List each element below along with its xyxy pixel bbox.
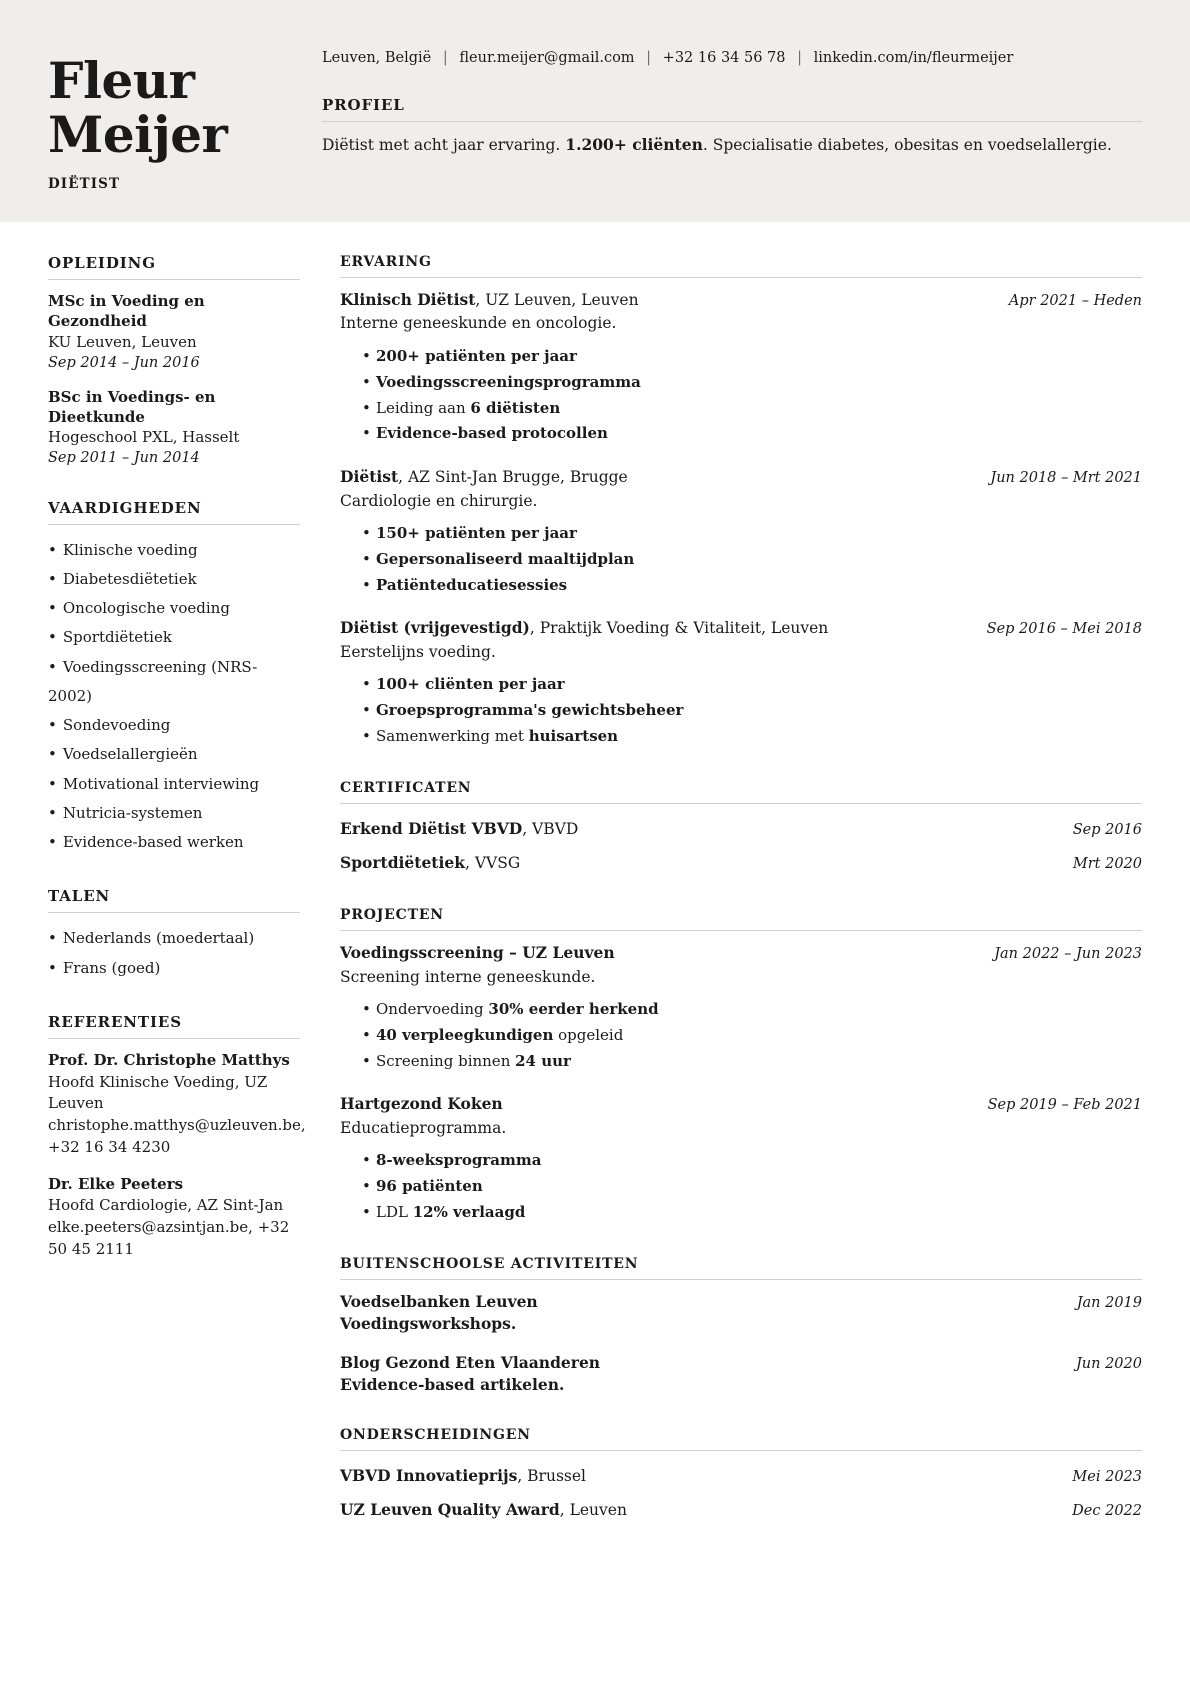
experience-bullets: [340, 521, 1142, 598]
profile-text-post: . Specialisatie diabetes, obesitas en voedselallergie.: [702, 135, 1112, 154]
list-item: [362, 1174, 1142, 1200]
experience-date: Sep 2016 – Mei 2018: [986, 621, 1142, 638]
award-header: [340, 1462, 1142, 1490]
experience-header: [340, 289, 1142, 311]
reference-item: [48, 1050, 306, 1159]
activity-title: [340, 1352, 600, 1374]
activity-title: [340, 1291, 538, 1313]
contact-line: [322, 48, 1142, 70]
contact-separator: |: [442, 50, 448, 66]
section-heading-awards: ONDERSCHEIDINGEN: [340, 1427, 1142, 1451]
activity-detail-bold: Evidence-based artikelen: [340, 1375, 559, 1395]
activity-item: [340, 1291, 1142, 1336]
certificate-header: [340, 849, 1142, 877]
certificate-title: [340, 849, 520, 877]
bullet-bold: Groepsprogramma's gewichtsbeheer: [376, 701, 684, 720]
bullet-bold: 150+ patiënten per jaar: [376, 524, 577, 543]
section-heading-projects: PROJECTEN: [340, 907, 1142, 931]
experience-bullets: [340, 344, 1142, 447]
list-item: [362, 547, 1142, 573]
experience-bullets: [340, 672, 1142, 749]
experience-date: Apr 2021 – Heden: [1008, 293, 1142, 309]
list-item: • Oncologische voeding: [48, 594, 300, 623]
project-date: Sep 2019 – Feb 2021: [987, 1097, 1142, 1114]
section-heading-skills: VAARDIGHEDEN: [48, 499, 300, 525]
list-item: [362, 1049, 1142, 1075]
certificate-header: [340, 815, 1142, 843]
profile-text-pre: Diëtist met acht jaar ervaring.: [322, 135, 566, 154]
list-item: • Frans (goed): [48, 954, 300, 983]
bullet-bold: 24 uur: [515, 1051, 571, 1070]
section-heading-activities: BUITENSCHOOLSE ACTIVITEITEN: [340, 1256, 1142, 1280]
sidebar-column: [48, 254, 322, 1291]
certificate-title: [340, 815, 578, 843]
list-item: • Voedselallergieën: [48, 740, 300, 769]
activity-detail-post: .: [510, 1314, 517, 1334]
experience-header: [340, 617, 1142, 639]
first-name: Fleur: [48, 51, 195, 110]
activity-header: [340, 1291, 1142, 1313]
bullet-bold: 30% eerder herkend: [488, 999, 659, 1018]
header-contact-profile: [322, 40, 1142, 157]
activity-item: [340, 1352, 1142, 1397]
activity-detail-post: .: [559, 1375, 565, 1395]
bullet-bold: 96 patiënten: [376, 1177, 483, 1196]
reference-position: Hoofd Cardiologie, AZ Sint-Jan: [48, 1196, 284, 1215]
reference-contact[interactable]: elke.peeters@azsintjan.be, +32 50 45 2111: [48, 1218, 290, 1258]
contact-phone[interactable]: +32 16 34 56 78: [662, 50, 786, 66]
education-item: [48, 387, 300, 469]
list-item: [362, 1148, 1142, 1174]
education-date: Sep 2011 – Jun 2014: [48, 450, 200, 467]
list-item: [362, 997, 1142, 1023]
list-item: [362, 521, 1142, 547]
experience-header: [340, 466, 1142, 488]
bullet-pre: Ondervoeding: [376, 999, 489, 1018]
certificate-issuer: , VBVD: [522, 819, 579, 838]
experience-role: Diëtist (vrijgevestigd): [340, 618, 530, 638]
list-item: • Voedingsscreening (NRS-2002): [48, 653, 300, 712]
list-item: • Diabetesdiëtetiek: [48, 565, 300, 594]
project-title: [340, 1093, 503, 1115]
project-date: Jan 2022 – Jun 2023: [994, 946, 1142, 963]
list-item: [362, 672, 1142, 698]
project-bullets: [340, 997, 1142, 1074]
list-item: [362, 370, 1142, 396]
award-date: Mei 2023: [1072, 1468, 1142, 1485]
award-org: , Brussel: [517, 1466, 586, 1485]
award-title: [340, 1496, 627, 1524]
activity-detail-bold: Voedingsworkshops: [340, 1314, 511, 1334]
contact-location: Leuven, België: [322, 50, 432, 66]
section-awards: [340, 1427, 1142, 1524]
section-heading-references: REFERENTIES: [48, 1013, 300, 1039]
project-title: [340, 942, 615, 964]
education-school: KU Leuven, Leuven: [48, 332, 197, 351]
bullet-bold: Voedingsscreeningsprogramma: [376, 372, 641, 391]
project-description: Screening interne geneeskunde.: [340, 967, 596, 986]
list-item: • Sportdiëtetiek: [48, 623, 300, 652]
experience-item: [340, 289, 1142, 447]
section-experience: [340, 254, 1142, 750]
list-item: [362, 1200, 1142, 1226]
award-item: [340, 1496, 1142, 1524]
bullet-bold: 200+ patiënten per jaar: [376, 346, 577, 365]
job-title: DIËTIST: [48, 176, 121, 192]
section-activities: [340, 1256, 1142, 1397]
contact-linkedin[interactable]: linkedin.com/in/fleurmeijer: [813, 50, 1014, 66]
section-projects: [340, 907, 1142, 1226]
list-item: • Nederlands (moedertaal): [48, 924, 300, 953]
section-languages: [48, 887, 300, 983]
activity-description: [340, 1374, 1142, 1396]
certificate-name: Erkend Diëtist VBVD: [340, 818, 523, 838]
candidate-name: [48, 51, 322, 164]
reference-name: Prof. Dr. Christophe Matthys: [48, 1050, 290, 1069]
bullet-bold: 12% verlaagd: [412, 1202, 526, 1221]
section-education: [48, 254, 300, 469]
certificate-item: [340, 815, 1142, 843]
bullet-bold: Patiënteducatiesessies: [376, 575, 568, 594]
certificate-item: [340, 849, 1142, 877]
reference-position: Hoofd Klinische Voeding, UZ Leuven: [48, 1072, 268, 1113]
award-name: UZ Leuven Quality Award: [340, 1499, 560, 1519]
bullet-bold: 40 verpleegkundigen: [376, 1025, 554, 1044]
certificate-name: Sportdiëtetiek: [340, 852, 465, 872]
resume-header: [0, 0, 1190, 222]
bullet-bold: 100+ cliënten per jaar: [376, 675, 565, 694]
header-identity: [48, 40, 322, 192]
reference-item: [48, 1174, 300, 1261]
project-name: Hartgezond Koken: [340, 1094, 503, 1114]
certificate-issuer: , VVSG: [464, 853, 521, 872]
bullet-bold: Gepersonaliseerd maaltijdplan: [376, 549, 635, 568]
section-skills: [48, 499, 300, 858]
languages-list: [48, 924, 300, 983]
bullet-pre: LDL: [376, 1202, 413, 1221]
bullet-bold: 6 diëtisten: [470, 398, 561, 417]
contact-email[interactable]: fleur.meijer@gmail.com: [459, 50, 635, 66]
list-item: • Nutricia-systemen: [48, 799, 300, 828]
award-item: [340, 1462, 1142, 1490]
certificate-date: Sep 2016: [1072, 821, 1142, 838]
activity-name: Voedselbanken Leuven: [340, 1291, 538, 1311]
project-header: [340, 942, 1142, 964]
experience-item: [340, 617, 1142, 749]
main-column: [322, 254, 1142, 1554]
experience-description: Cardiologie en chirurgie.: [340, 491, 538, 510]
award-title: [340, 1462, 586, 1490]
award-name: VBVD Innovatieprijs: [340, 1465, 518, 1485]
bullet-pre: Samenwerking met: [376, 726, 529, 745]
award-org: , Leuven: [559, 1500, 627, 1519]
section-heading-profile: PROFIEL: [322, 96, 1142, 122]
profile-text-highlight: 1.200+ cliënten: [565, 134, 703, 154]
list-item: [362, 698, 1142, 724]
education-degree: MSc in Voeding en Gezondheid: [48, 292, 205, 331]
project-header: [340, 1093, 1142, 1115]
bullet-bold: 8-weeksprogramma: [376, 1151, 542, 1170]
section-references: [48, 1012, 306, 1261]
section-heading-languages: TALEN: [48, 887, 300, 913]
bullet-bold: huisartsen: [528, 726, 619, 745]
list-item: [362, 396, 1142, 422]
certificate-date: Mrt 2020: [1072, 855, 1142, 872]
bullet-pre: Screening binnen: [376, 1051, 516, 1070]
bullet-bold: Evidence-based protocollen: [376, 424, 608, 443]
project-item: [340, 942, 1142, 1074]
contact-separator: |: [646, 50, 652, 66]
experience-role: Klinisch Diëtist: [340, 290, 476, 309]
list-item: [362, 1023, 1142, 1049]
project-description: Educatieprogramma.: [340, 1118, 507, 1137]
list-item: • Sondevoeding: [48, 711, 300, 740]
award-date: Dec 2022: [1072, 1502, 1142, 1519]
section-heading-certificates: CERTIFICATEN: [340, 780, 1142, 804]
education-degree: BSc in Voedings- en Dieetkunde: [48, 387, 216, 427]
section-heading-education: OPLEIDING: [48, 254, 300, 280]
education-item: [48, 291, 300, 373]
last-name: Meijer: [48, 105, 228, 164]
reference-name: Dr. Elke Peeters: [48, 1174, 184, 1193]
list-item: • Motivational interviewing: [48, 770, 300, 799]
education-date: Sep 2014 – Jun 2016: [48, 354, 200, 371]
reference-contact[interactable]: christophe.matthys@uzleuven.be, +32 16 34 4230: [48, 1116, 306, 1156]
resume-body: [0, 222, 1190, 1554]
experience-title: [340, 466, 628, 488]
list-item: • Evidence-based werken: [48, 828, 300, 857]
experience-org: , AZ Sint-Jan Brugge, Brugge: [398, 468, 628, 487]
list-item: • Klinische voeding: [48, 536, 300, 565]
experience-role: Diëtist: [340, 467, 399, 487]
activity-date: Jan 2019: [1076, 1294, 1142, 1311]
contact-separator: |: [797, 50, 803, 66]
section-heading-experience: ERVARING: [340, 254, 1142, 278]
activity-date: Jun 2020: [1075, 1355, 1142, 1372]
experience-org: , UZ Leuven, Leuven: [475, 291, 639, 309]
award-header: [340, 1496, 1142, 1524]
experience-description: Eerstelijns voeding.: [340, 642, 496, 661]
list-item: [362, 421, 1142, 447]
list-item: [362, 573, 1142, 599]
project-bullets: [340, 1148, 1142, 1225]
activity-header: [340, 1352, 1142, 1374]
experience-title: [340, 617, 828, 639]
section-certificates: [340, 780, 1142, 877]
project-item: [340, 1093, 1142, 1225]
experience-description: Interne geneeskunde en oncologie.: [340, 314, 617, 333]
list-item: [362, 724, 1142, 750]
skills-list: [48, 536, 300, 858]
activity-name: Blog Gezond Eten Vlaanderen: [340, 1352, 601, 1372]
list-item: [362, 344, 1142, 370]
profile-summary: [322, 133, 1142, 157]
activity-description: [340, 1313, 1142, 1335]
bullet-post: opgeleid: [553, 1025, 624, 1044]
bullet-pre: Leiding aan: [376, 398, 471, 417]
education-school: Hogeschool PXL, Hasselt: [48, 428, 240, 447]
experience-org: , Praktijk Voeding & Vitaliteit, Leuven: [529, 619, 829, 638]
experience-item: [340, 466, 1142, 598]
experience-title: [340, 289, 639, 311]
project-name: Voedingsscreening – UZ Leuven: [340, 943, 615, 963]
experience-date: Jun 2018 – Mrt 2021: [990, 470, 1142, 487]
